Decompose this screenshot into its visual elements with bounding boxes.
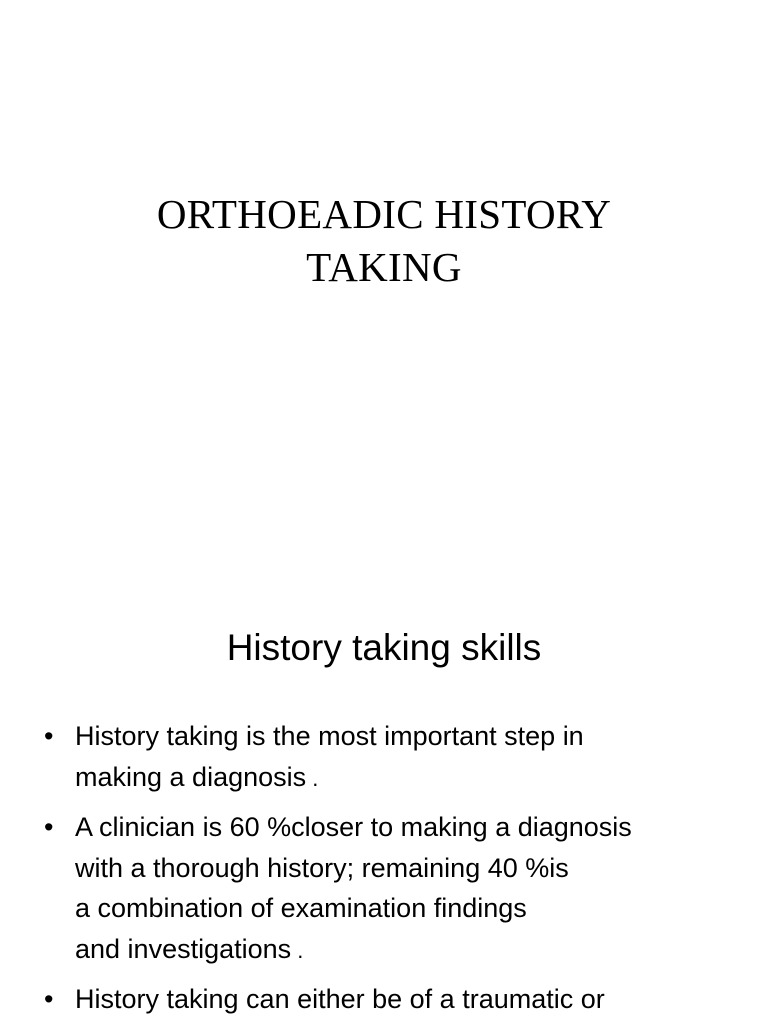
section-heading: History taking skills <box>226 627 542 668</box>
bullet-text-line: A clinician is 60 %closer to making a diagnosis <box>75 812 632 842</box>
bullet-text-line: History taking can either be of a traumatic or <box>75 984 605 1014</box>
bullet-item <box>44 979 734 1020</box>
bullet-icon: • <box>44 721 54 751</box>
bullet-trailing-period: . <box>291 937 304 963</box>
slide-title-line-2: TAKING <box>306 244 462 290</box>
bullet-item <box>44 807 734 971</box>
bullet-trailing-period: . <box>306 765 319 791</box>
bullet-text-line: a combination of examination findings <box>75 893 527 923</box>
bullet-text-line: making a diagnosis <box>75 761 307 792</box>
bullet-text-line: History taking is the most important step in <box>75 721 584 751</box>
bullet-text-line: and investigations <box>75 933 292 964</box>
bullet-list <box>44 716 734 1028</box>
slide-title-orthopaedic-history <box>0 188 768 294</box>
slide-title-line-1: ORTHOEADIC HISTORY <box>156 191 612 237</box>
bullet-icon: • <box>44 984 54 1014</box>
bullet-icon: • <box>44 812 54 842</box>
bullet-item <box>44 716 734 799</box>
bullet-text-line: with a thorough history; remaining 40 %is <box>75 852 569 883</box>
